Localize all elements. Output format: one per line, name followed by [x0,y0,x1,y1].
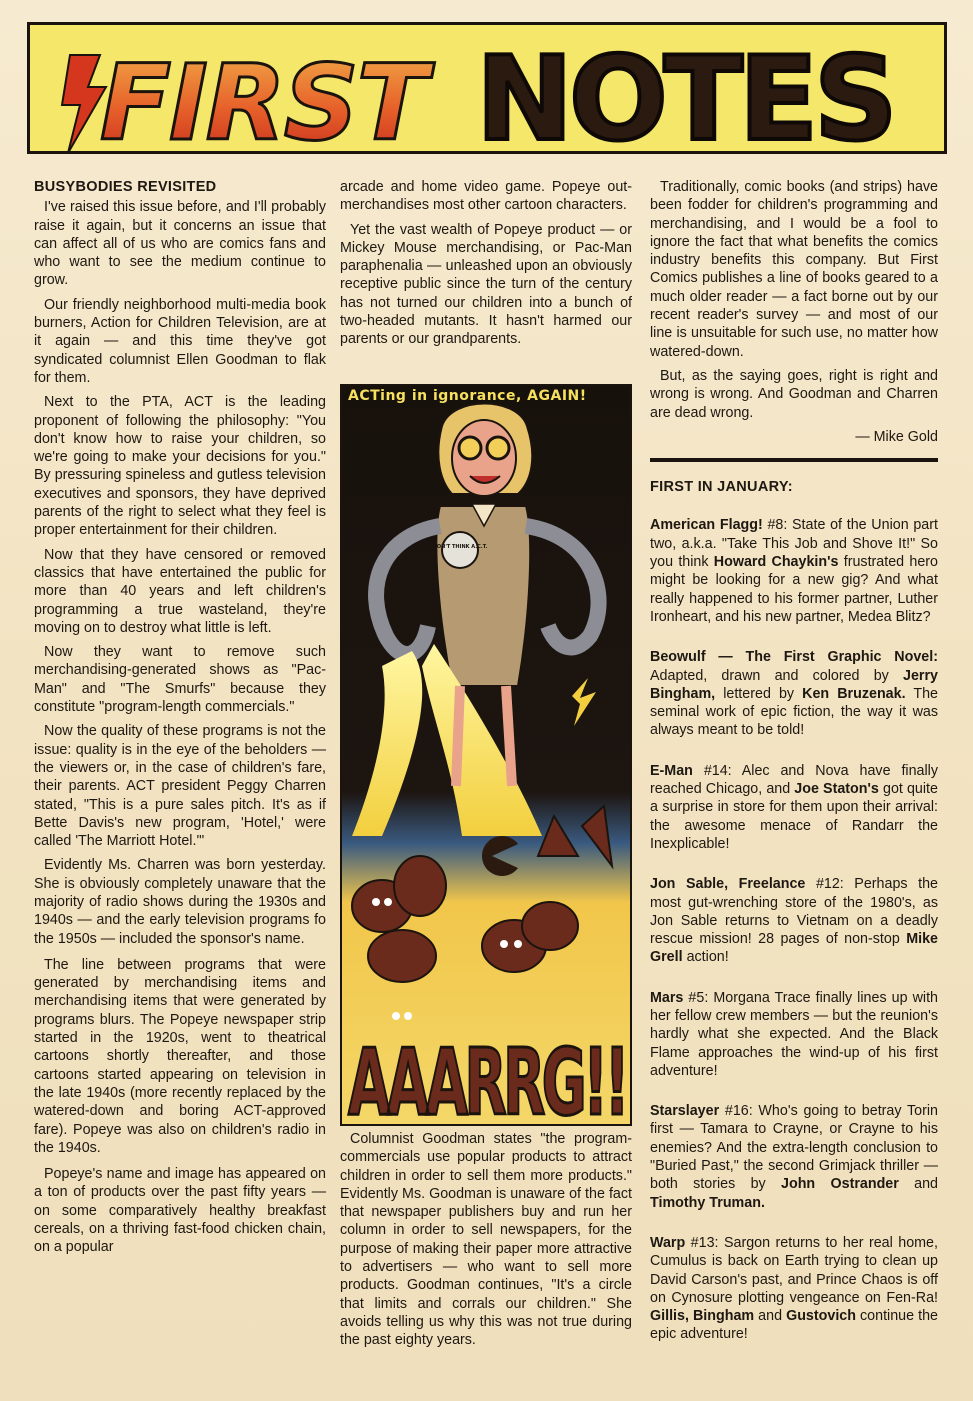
release-entry: Warp #13: Sargon returns to her real home, Cumulus is back on Earth trying to clean up David Carson's past, and Prince Chaos is off on Cynosure plotting vengeance on Fen-Ra! Gillis, Bingham and Gustovich continue the epic adventure! [650,1234,938,1343]
cartoon-drawing [342,386,630,1124]
notes-logo [470,31,940,154]
cartoon-illustration [340,384,632,1126]
banner-notes-word: NOTES [476,32,894,155]
section-heading: FIRST IN JANUARY: [650,479,793,496]
author-signature: — Mike Gold [855,428,938,445]
scream-text: AAARRG!! [348,1029,626,1124]
paragraph: Now the quality of these programs is not the issue: quality is in the eye of the beholders — the viewers or, in the case of children's fare, their parents. ACT president Peggy Charren stated, "This is a pure sales pitch. It's as if Bette Davis's new program, 'Hotel,' were called 'The Marriott Hotel.'" [34,723,326,850]
paragraph: The line between programs that were generated by merchandising items and merchandising items that were generated by programs blurs. The Popeye newspaper strip started in the 1920s, went to theatrical cartoons shortly thereafter, and those cartoons started appearing on television in the late 1940s (more recently replaced by the watered-down and boring ACT-approved fare). Popeye was also on children's radio in the 1940s. [34,956,326,1156]
section-divider [650,458,938,462]
column-right [650,178,938,1366]
paragraph: Popeye's name and image has appeared on a ton of products over the past fifty years — on some comparatively healthy breakfast cereals, on a thriving fast-food chicken chain, on a popular [34,1166,326,1256]
release-entry: Jon Sable, Freelance #12: Perhaps the most gut-wrenching store of the 1980's, as Jon Sable returns to Vietnam on a deadly rescue mission! 28 pages of non-stop Mike Grell action! [650,876,938,966]
paragraph: Columnist Goodman states "the program-commercials use popular products to attract children in order to sell them more products." Evidently Ms. Goodman is unaware of the fact that newspaper publishers buy and run her column in order to sell newspapers, for the purpose of making their paper more attractive to advertisers — who want to sell more products. Goodman continues, "It's a circle that limits and corrals our children." She avoids telling us why this was not true during the past eighty years. [340,1131,632,1349]
illustration-caption: ACTing in ignorance, AGAIN! [348,388,587,404]
paragraph: Traditionally, comic books (and strips) have been fodder for children's programming and merchandising, and I would be a fool to ignore the fact that what benefits the comics industry benefits this company. But First Comics publishes a line of books geared to a much older reader — a fact borne out by our recent reader's survey — and most of our line is unsuitable for such use, no matter how watered-down. [650,179,938,360]
release-entry: Beowulf — The First Graphic Novel: Adapted, drawn and colored by Jerry Bingham, lettered by Ken Bruzenak. The seminal work of epic fiction, the way it was always meant to be told! [650,649,939,739]
paragraph: Now that they have censored or removed classics that have entertained the public for more than 40 years and left children's programming a true wasteland, they're moving on to destroy what little is left. [34,546,326,636]
banner-first-word: FIRST [100,42,426,153]
release-entry: American Flagg! #8: State of the Union part two, a.k.a. "Take This Job and Shove It!" So you think Howard Chaykin's frustrated hero might be looking for a new gig? And what really happened to his former partner, Luther Ironheart, and his new partner, Medea Blitz? [650,517,939,625]
column-middle [340,178,632,355]
release-entry: Starslayer #16: Who's going to betray Torin first — Tamara to Crayne, or Crayne to his enemies? And the extra-length conclusion to "Buried Past," the second Grimjack thriller — both stories by John Ostrander and Timothy Truman. [650,1103,939,1211]
paragraph: But, as the saying goes, right is right and wrong is wrong. And Goodman and Charren are dead wrong. [650,367,938,421]
paragraph: Yet the vast wealth of Popeye product — or Mickey Mouse merchandising, or Pac-Man paraphenalia — unleashed upon an obviously receptive public since the turn of the century has not turned our children into a bunch of two-headed mutants. It hasn't harmed our parents or our grandparents. [340,221,632,348]
release-entry: Mars #5: Morgana Trace finally lines up with her fellow crew members — but the reunion's hardly what she expected. And the Black Flame approaches the wind-up of his first adventure! [650,989,938,1079]
article-heading: BUSYBODIES REVISITED [34,179,217,195]
paragraph: Our friendly neighborhood multi-media book burners, Action for Children Television, are at it again — and this time they've got syndicated columnist Ellen Goodman to flak for them. [34,296,326,386]
column-middle-lower [340,1130,632,1350]
header-banner [27,22,947,154]
paragraph: arcade and home video game. Popeye out-merchandises most other cartoon characters. [340,179,632,214]
paragraph: Next to the PTA, ACT is the leading proponent of following the philosophy: "You don't know how to raise your children, so we're going to make your decisions for you." By pressuring spineless and gutless television executives and sponsors, they have deprived parents of the right to select what they feel is proper entertainment for their children. [34,394,326,539]
first-logo [60,35,480,153]
paragraph: Evidently Ms. Charren was born yesterday. She is obviously completely unaware that the majority of radio shows during the 1930s and 1940s — and the early television programs fo the 1950s — included the sponsor's name. [34,857,326,947]
paragraph: I've raised this issue before, and I'll probably raise it again, but it concerns an issue that can affect all of us who are comics fans and who want to see the medium continue to grow. [34,199,326,289]
badge-text: DON'T THINK A.C.T. [432,544,488,550]
column-left [34,178,326,1263]
paragraph: Now they want to remove such merchandising-generated shows as "Pac-Man" and "The Smurfs" because they constitute "program-length commercials." [34,644,326,716]
release-entry: E-Man #14: Alec and Nova have finally reached Chicago, and Joe Staton's got quite a surprise in store for them upon their arrival: the awesome menace of Randarr the Inexplicable! [650,762,938,852]
